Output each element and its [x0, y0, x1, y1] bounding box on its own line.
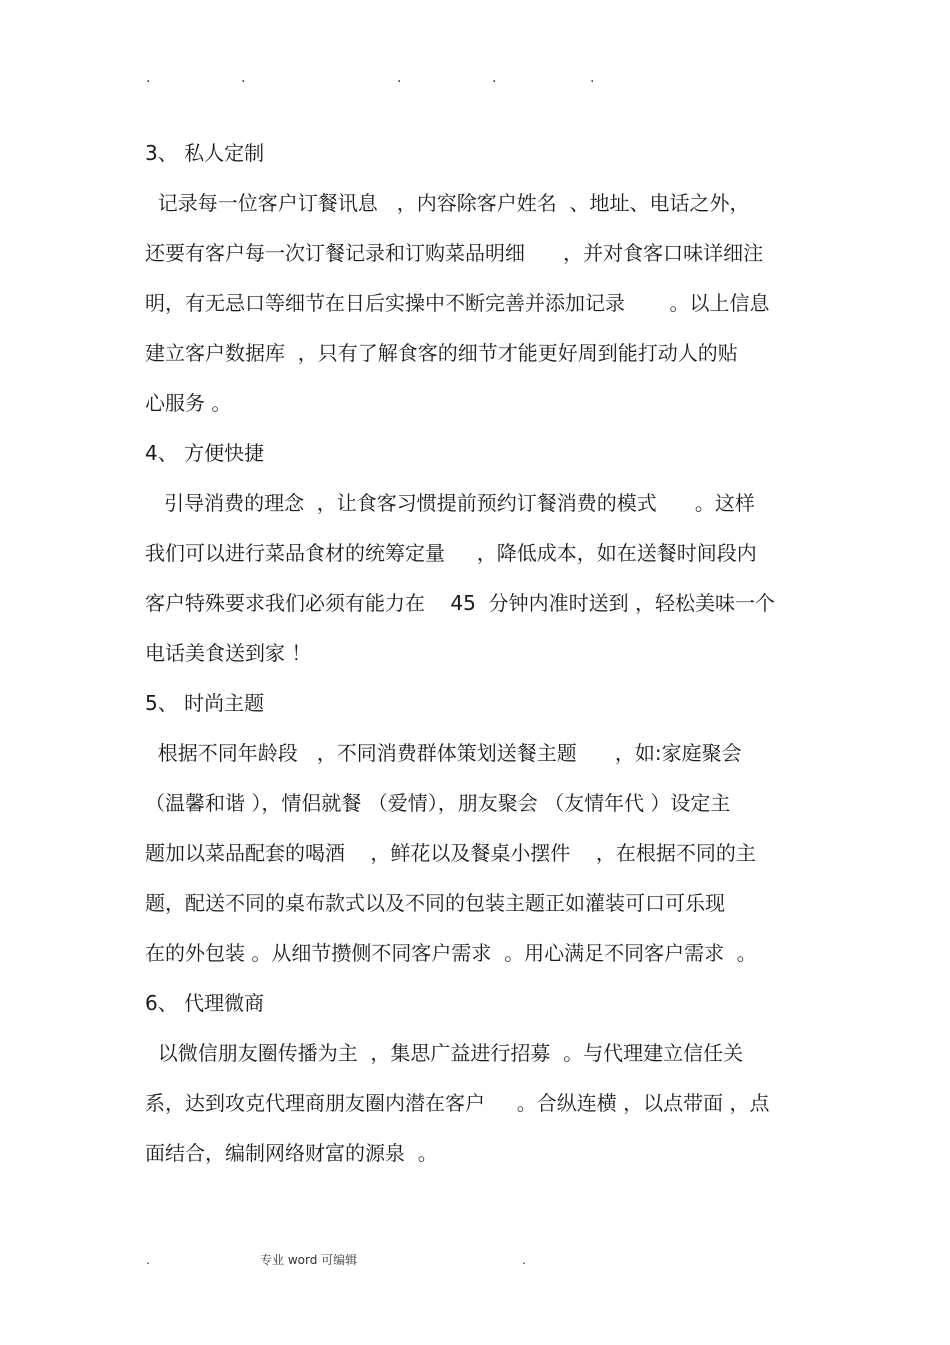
section-heading: 6、 代理微商	[145, 991, 265, 1015]
paragraph-line: 还要有客户每一次订餐记录和订购菜品明细 ，并对食客口味详细注	[145, 241, 764, 265]
section-agent-microbusiness	[145, 978, 815, 1178]
footer-dot: .	[146, 1253, 150, 1267]
header-dot-leaders	[0, 68, 950, 88]
section-heading: 4、 方便快捷	[145, 441, 265, 465]
paragraph-line: 面结合，编制网络财富的源泉 。	[145, 1141, 438, 1165]
section-fashion-themes	[145, 678, 815, 978]
paragraph-line: 我们可以进行菜品食材的统筹定量 ，降低成本，如在送餐时间段内	[145, 541, 757, 565]
page-footer	[0, 1250, 950, 1270]
paragraph-line: 明，有无忌口等细节在日后实操中不断完善并添加记录 。以上信息	[145, 291, 770, 315]
header-dot: .	[590, 70, 595, 86]
document-body	[145, 128, 815, 1178]
paragraph-line: 客户特殊要求我们必须有能力在 45 分钟内准时送到 ，轻松美味一个	[145, 591, 775, 615]
paragraph-line: 题加以菜品配套的喝酒 ，鲜花以及餐桌小摆件 ，在根据不同的主	[145, 841, 756, 865]
header-dot: .	[146, 70, 151, 86]
paragraph-line: 记录每一位客户订餐讯息 ，内容除客户姓名 、地址、电话之外，	[145, 191, 750, 215]
header-dot: .	[397, 70, 402, 86]
section-convenience	[145, 428, 815, 678]
paragraph-line: 心服务 。	[145, 391, 232, 415]
footer-dot: .	[522, 1253, 526, 1267]
paragraph-line: （温馨和谐 ），情侣就餐 （爱情），朋友聚会 （友情年代 ）设定主	[145, 791, 731, 815]
paragraph-line: 题，配送不同的桌布款式以及不同的包装主题正如灌装可口可乐现	[145, 891, 725, 915]
paragraph-line: 在的外包装 。从细节攒侧不同客户需求 。用心满足不同客户需求 。	[145, 941, 757, 965]
paragraph-line: 以微信朋友圈传播为主 ，集思广益进行招募 。与代理建立信任关	[145, 1041, 744, 1065]
paragraph-line: 系，达到攻克代理商朋友圈内潜在客户 。合纵连横 ，以点带面 ，点	[145, 1091, 770, 1115]
paragraph-line: 引导消费的理念 ，让食客习惯提前预约订餐消费的模式 。这样	[145, 491, 755, 515]
header-dot: .	[492, 70, 497, 86]
paragraph-line: 电话美食送到家 ！	[145, 641, 312, 665]
header-dot: .	[241, 70, 246, 86]
section-heading: 3、 私人定制	[145, 141, 265, 165]
paragraph-line: 根据不同年龄段 ，不同消费群体策划送餐主题 ，如:家庭聚会	[145, 741, 742, 765]
paragraph-line: 建立客户数据库 ，只有了解食客的细节才能更好周到能打动人的贴	[145, 341, 738, 365]
footer-text: 专业 word 可编辑	[260, 1253, 358, 1267]
section-private-customization	[145, 128, 815, 428]
section-heading: 5、 时尚主题	[145, 691, 265, 715]
